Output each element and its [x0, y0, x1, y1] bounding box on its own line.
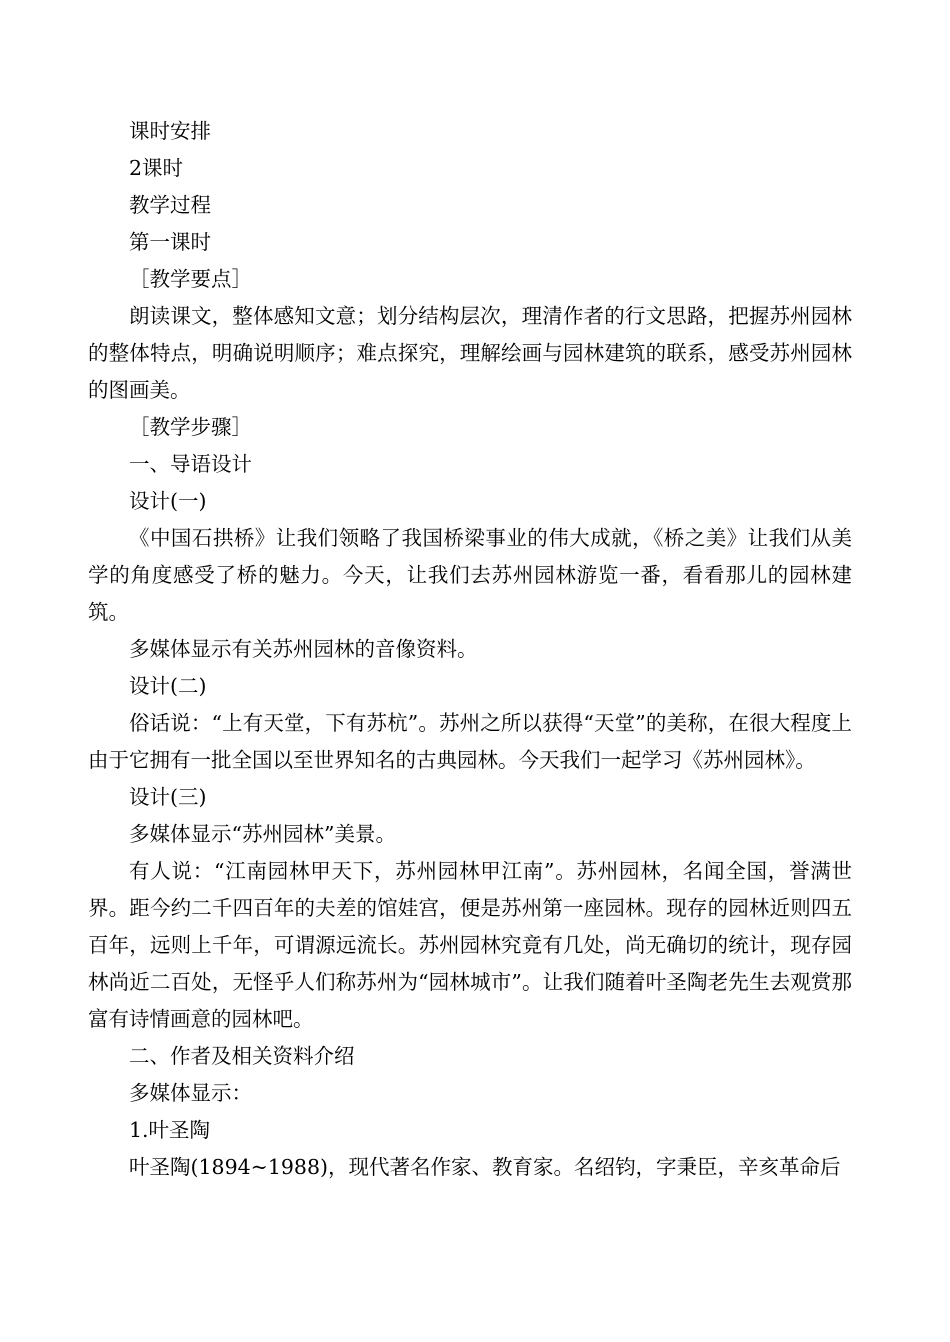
paragraph-schedule-heading: 课时安排	[129, 119, 211, 143]
paragraph-design-two-heading: 设计(二)	[129, 674, 207, 698]
paragraph-design-three-heading: 设计(三)	[129, 785, 207, 809]
document-body	[88, 113, 852, 1186]
paragraph-design-one-heading: 设计(一)	[129, 489, 207, 513]
paragraph-steps-heading: ［教学步骤］	[129, 415, 252, 439]
paragraph-multimedia-two: 多媒体显示“苏州园林”美景。	[129, 822, 396, 846]
paragraph-author-bio: 叶圣陶(1894~1988)，现代著名作家、教育家。名绍钧，字秉臣，辛亥革命后	[129, 1155, 841, 1179]
paragraph-author-name-heading: 1.叶圣陶	[129, 1118, 211, 1142]
paragraph-design-two: 俗话说：“上有天堂，下有苏杭”。苏州之所以获得“天堂”的美称，在很大程度上由于它拥有一批全国以至世界知名的古典园林。今天我们一起学习《苏州园林》。	[88, 711, 852, 772]
paragraph-multimedia-three: 多媒体显示：	[129, 1081, 252, 1105]
paragraph-intro-design-heading: 一、导语设计	[129, 452, 252, 476]
paragraph-first-lesson: 第一课时	[129, 230, 211, 254]
paragraph-key-points-heading: ［教学要点］	[129, 267, 252, 291]
paragraph-lesson-count: 2课时	[129, 156, 184, 180]
paragraph-process-heading: 教学过程	[129, 193, 211, 217]
paragraph-key-points: 朗读课文，整体感知文意；划分结构层次，理清作者的行文思路，把握苏州园林的整体特点，明确说明顺序；难点探究，理解绘画与园林建筑的联系，感受苏州园林的图画美。	[88, 304, 852, 402]
paragraph-design-three: 有人说：“江南园林甲天下，苏州园林甲江南”。苏州园林，名闻全国，誉满世界。距今约二千四百年的夫差的馆娃宫，便是苏州第一座园林。现存的园林近则四五百年，远则上千年，可谓源远流长。苏州园林究竟有几处，尚无确切的统计，现存园林尚近二百处，无怪乎人们称苏州为“园林城市”。让我们随着叶圣陶老先生去观赏那富有诗情画意的园林吧。	[88, 859, 852, 1031]
paragraph-design-one: 《中国石拱桥》让我们领略了我国桥梁事业的伟大成就，《桥之美》让我们从美学的角度感受了桥的魅力。今天，让我们去苏州园林游览一番，看看那儿的园林建筑。	[88, 526, 852, 624]
paragraph-multimedia-one: 多媒体显示有关苏州园林的音像资料。	[129, 637, 478, 661]
paragraph-author-section-heading: 二、作者及相关资料介绍	[129, 1044, 355, 1068]
